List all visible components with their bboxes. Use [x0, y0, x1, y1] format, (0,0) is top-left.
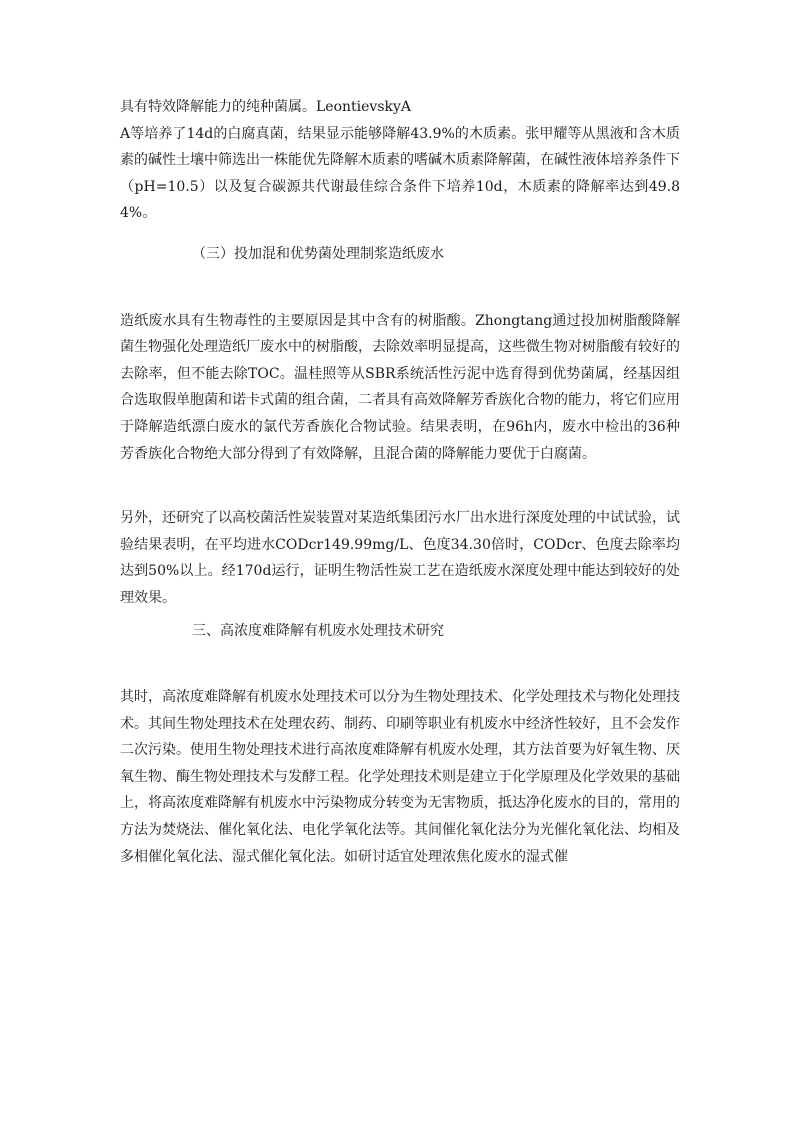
section-heading-high-concentration: 三、高浓度难降解有机废水处理技术研究 [192, 622, 444, 639]
paragraph-treatment-technologies: 其时，高浓度难降解有机废水处理技术可以分为生物处理技术、化学处理技术与物化处理技术。其间生物处理技术在处理农药、制药、印刷等职业有机废水中经济性较好，且不会发作二次污染。使用生物处理技术进行高浓度难降解有机废水处理，其方法首要为好氧生物、厌氧生物、酶生物处理技术与发酵工程。化学处理技术则是建立于化学原理及化学效果的基础上，将高浓度难降解有机废水中污染物成分转变为无害物质，抵达净化废水的目的，常用的方法为焚烧法、催化氧化法、电化学氧化法等。其间催化氧化法分为光催化氧化法、均相及多相催化氧化法、湿式催化氧化法。如研讨适宜处理浓焦化废水的湿式催 [120, 689, 680, 865]
paragraph-white-rot-fungi: 具有特效降解能力的纯种菌属。LeontievskyA A等培养了14d的白腐真菌，结果显示能够降解43.9%的木质素。张甲耀等从黑液和含木质素的碱性土壤中筛选出一株能优先降解木质素的嗜碱木质素降解菌，在碱性液体培养条件下（pH=10.5）以及复合碳源共代谢最佳综合条件下培养10d，木质素的降解率达到49.84%。 [120, 99, 680, 222]
section-heading-mixed-bacteria: （三）投加混和优势菌处理制浆造纸废水 [192, 245, 444, 262]
paragraph-activated-carbon: 另外，还研究了以高校菌活性炭装置对某造纸集团污水厂出水进行深度处理的中试试验，试验结果表明，在平均进水CODcr149.99mg/L、色度34.30倍时，CODcr、色度去除率均达到50%以上。经170d运行，证明生物活性炭工艺在造纸废水深度处理中能达到较好的处理效果。 [120, 510, 680, 606]
paragraph-resin-acid: 造纸废水具有生物毒性的主要原因是其中含有的树脂酸。Zhongtang通过投加树脂酸降解菌生物强化处理造纸厂废水中的树脂酸，去除效率明显提高，这些微生物对树脂酸有较好的去除率，但不能去除TOC。温桂照等从SBR系统活性污泥中选育得到优势菌属，经基因组合选取假单胞菌和诺卡式菌的组合菌，二者具有高效降解芳香族化合物的能力，将它们应用于降解造纸漂白废水的氯代芳香族化合物试验。结果表明，在96h内，废水中检出的36种芳香族化合物绝大部分得到了有效降解，且混合菌的降解能力要优于白腐菌。 [120, 312, 680, 462]
document-page [120, 94, 680, 870]
